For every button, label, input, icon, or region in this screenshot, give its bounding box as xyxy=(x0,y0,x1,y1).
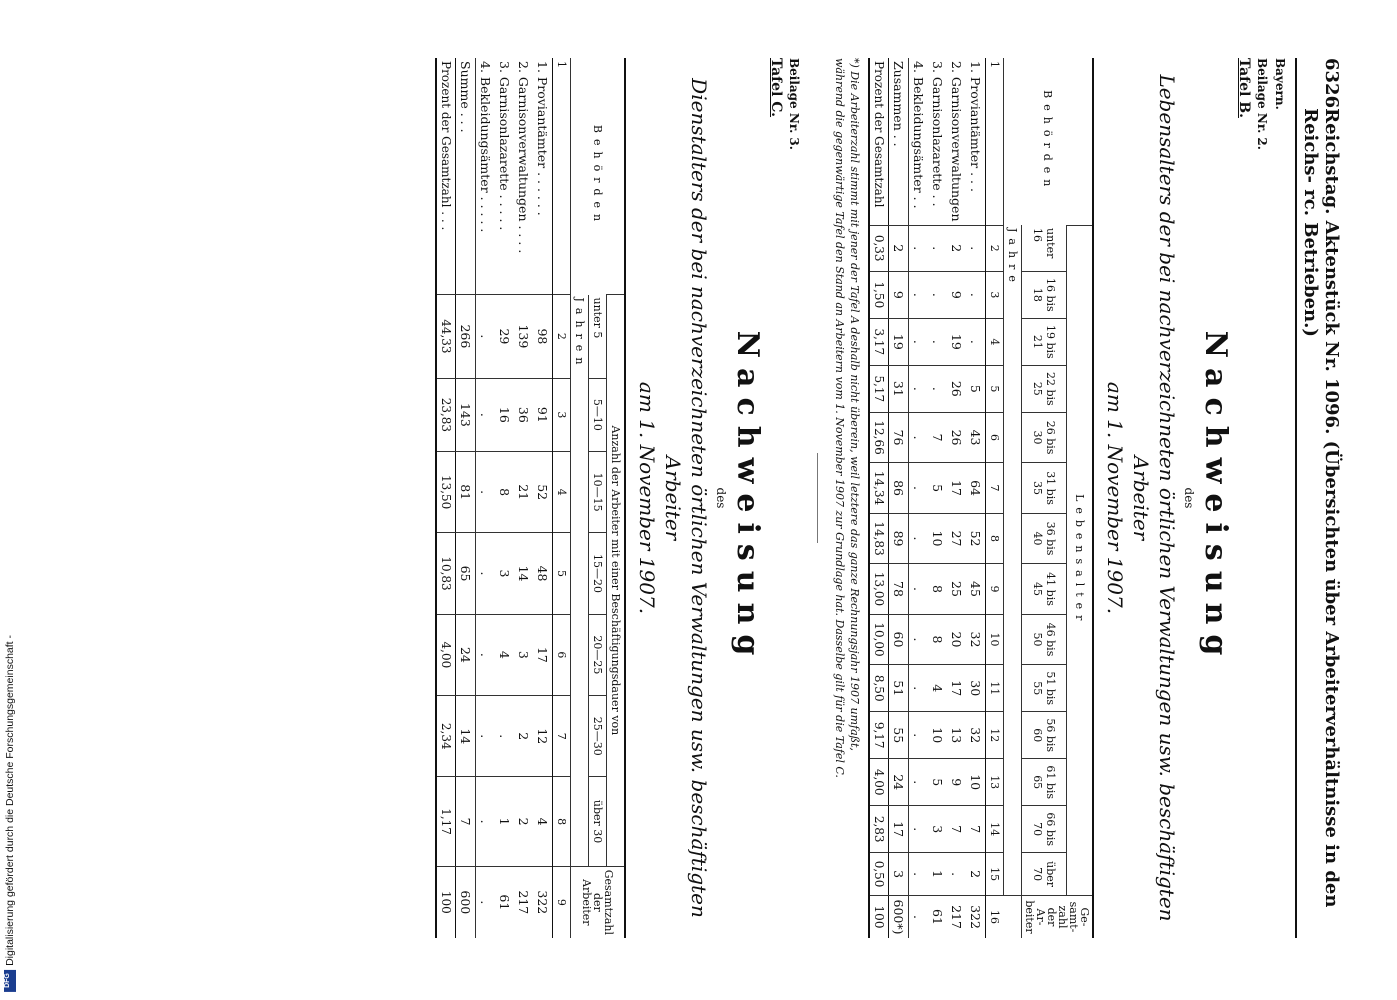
column-number: 9 xyxy=(986,564,1004,614)
table-cell: 12 xyxy=(533,696,553,777)
table-cell: . xyxy=(476,295,496,379)
table-row xyxy=(514,58,533,938)
table-cell: . xyxy=(909,318,929,365)
table-cell: . xyxy=(966,318,986,365)
table-cell: . xyxy=(476,866,496,938)
table-cell: . xyxy=(909,806,929,853)
table-cell: . xyxy=(476,777,496,866)
table-cell: 24 xyxy=(889,759,909,806)
age-header: 22 bis 25 xyxy=(1022,365,1067,412)
age-header: über 70 xyxy=(1022,853,1067,896)
beilage-label-2: Beilage Nr. 3. xyxy=(787,58,801,150)
column-number: 16 xyxy=(986,896,1004,939)
table-cell: 60 xyxy=(889,614,909,664)
age-header: 56 bis 60 xyxy=(1022,712,1067,759)
table-cell: 8 xyxy=(928,564,947,614)
age-header: 61 bis 65 xyxy=(1022,759,1067,806)
table-cell: 14,34 xyxy=(869,463,889,513)
table-cell: . xyxy=(928,271,947,318)
age-header: 46 bis 50 xyxy=(1022,614,1067,664)
table-cell: 12,66 xyxy=(869,412,889,462)
table-cell: 3 xyxy=(495,533,514,614)
table-cell: 76 xyxy=(889,412,909,462)
table-cell: 17 xyxy=(947,463,966,513)
beilage-label: Beilage Nr. 2. xyxy=(1255,58,1269,150)
duration-header: 15—20 xyxy=(589,533,607,614)
table-cell: 5 xyxy=(928,759,947,806)
table-row xyxy=(889,58,909,938)
table-cell: 4 xyxy=(533,777,553,866)
column-number: 2 xyxy=(986,225,1004,271)
page-number: 6326 xyxy=(1321,58,1342,109)
table-cell: 23,83 xyxy=(436,378,456,451)
table-cell: 7 xyxy=(456,777,476,866)
col-behoerden-2: Behörden xyxy=(571,58,626,295)
table-cell: 3 xyxy=(928,806,947,853)
table-row xyxy=(456,58,476,938)
col-behoerden: Behörden xyxy=(1004,58,1094,225)
table-cell: 32 xyxy=(966,614,986,664)
running-title: Reichstag. Aktenstück Nr. 1096. (Übersichten über Arbeiterverhältnisse in den Reichs- rc. Betrieben.) xyxy=(1300,108,1342,908)
section2-subtitle-2: am 1. November 1907. xyxy=(635,381,659,615)
table-cell: 1,17 xyxy=(436,777,456,866)
table-cell: . xyxy=(909,412,929,462)
table-cell: 10 xyxy=(928,513,947,563)
table-cell: 4 xyxy=(495,614,514,695)
duration-header: 5—10 xyxy=(589,378,607,451)
row-label: 4. Bekleidungsämter . . . . . xyxy=(478,61,493,233)
table-cell: . xyxy=(947,853,966,896)
duration-table xyxy=(435,58,626,938)
table-cell: 16 xyxy=(495,378,514,451)
table-cell: 5 xyxy=(966,365,986,412)
table-cell: 10,83 xyxy=(436,533,456,614)
table-row xyxy=(533,58,553,938)
table-cell: 100 xyxy=(436,866,456,938)
table-row xyxy=(909,58,929,938)
table-cell: 13,00 xyxy=(869,564,889,614)
duration-header: 10—15 xyxy=(589,451,607,532)
table-cell: 143 xyxy=(456,378,476,451)
table-cell: . xyxy=(909,365,929,412)
table-cell: 2,34 xyxy=(436,696,456,777)
section1-des: des xyxy=(1182,487,1196,509)
row-label: 4. Bekleidungsämter . . xyxy=(911,61,926,209)
table-cell: 3 xyxy=(889,853,909,896)
table-cell: 2 xyxy=(514,777,533,866)
table-cell: 7 xyxy=(928,412,947,462)
age-header: 31 bis 35 xyxy=(1022,463,1067,513)
table-cell: 2 xyxy=(889,225,909,271)
column-number: 1 xyxy=(553,58,571,295)
table-cell: . xyxy=(909,564,929,614)
table-row xyxy=(869,58,889,938)
table-row xyxy=(436,58,456,938)
table-cell: 4 xyxy=(928,665,947,712)
column-number: 4 xyxy=(553,451,571,532)
age-header: 26 bis 30 xyxy=(1022,412,1067,462)
table-cell: 322 xyxy=(533,866,553,938)
age-header: 16 bis 18 xyxy=(1022,271,1067,318)
table-cell: 9 xyxy=(947,759,966,806)
table-cell: . xyxy=(909,712,929,759)
column-number: 6 xyxy=(553,614,571,695)
table-cell: 1 xyxy=(495,777,514,866)
table-cell: 17 xyxy=(947,665,966,712)
table-cell: 0,33 xyxy=(869,225,889,271)
table-cell: 78 xyxy=(889,564,909,614)
table-cell: . xyxy=(909,513,929,563)
table-cell: . xyxy=(476,533,496,614)
table-cell: 1 xyxy=(928,853,947,896)
table-cell: 64 xyxy=(966,463,986,513)
duration-header: 20—25 xyxy=(589,614,607,695)
table-cell: 7 xyxy=(966,806,986,853)
table-cell: 55 xyxy=(889,712,909,759)
section1-subtitle-2: am 1. November 1907. xyxy=(1103,381,1127,615)
digitization-credit xyxy=(4,635,16,992)
table-cell: 3,17 xyxy=(869,318,889,365)
duration-header: über 30 xyxy=(589,777,607,866)
table-cell: 43 xyxy=(966,412,986,462)
table-cell: 14,83 xyxy=(869,513,889,563)
column-number: 6 xyxy=(986,412,1004,462)
footnote-line-1: *) Die Arbeiterzahl stimmt mit jener der Tafel A deshalb nicht überein, weil letztere das ganze Rechnungsjahr 1907 umfaßt, xyxy=(848,58,861,751)
table-cell: 8,50 xyxy=(869,665,889,712)
age-header: unter 16 xyxy=(1022,225,1067,271)
table-cell: . xyxy=(909,271,929,318)
table-cell: 5,17 xyxy=(869,365,889,412)
table-cell: 2 xyxy=(947,225,966,271)
column-number: 1 xyxy=(986,58,1004,225)
table-cell: 266 xyxy=(456,295,476,379)
age-header: 19 bis 21 xyxy=(1022,318,1067,365)
table-cell: 20 xyxy=(947,614,966,664)
column-number: 5 xyxy=(553,533,571,614)
table-cell: 89 xyxy=(889,513,909,563)
table-cell: 2,83 xyxy=(869,806,889,853)
table-cell: . xyxy=(909,225,929,271)
table-cell: 24 xyxy=(456,614,476,695)
credit-text: Digitalisierung gefördert durch die Deutsche Forschungsgemeinschaft - xyxy=(4,635,16,966)
table-cell: 100 xyxy=(869,896,889,939)
table-cell: 14 xyxy=(456,696,476,777)
table-cell: 9,17 xyxy=(869,712,889,759)
column-number: 2 xyxy=(553,295,571,379)
table-cell: 31 xyxy=(889,365,909,412)
table-cell: 2 xyxy=(966,853,986,896)
column-number: 7 xyxy=(986,463,1004,513)
table-cell: 217 xyxy=(514,866,533,938)
column-number: 10 xyxy=(986,614,1004,664)
group-lebensalter: Lebensalter xyxy=(1066,225,1093,895)
section2-title: Nachweisung xyxy=(730,330,765,666)
column-number: 8 xyxy=(553,777,571,866)
table-cell: 139 xyxy=(514,295,533,379)
table-cell: 600 xyxy=(456,866,476,938)
table-cell: 36 xyxy=(514,378,533,451)
jahre-label: Jahre xyxy=(1004,225,1022,895)
table-cell: 4,00 xyxy=(869,759,889,806)
section2-des: des xyxy=(714,487,728,509)
table-cell: 8 xyxy=(495,451,514,532)
table-cell: 0,50 xyxy=(869,853,889,896)
table-cell: 4,00 xyxy=(436,614,456,695)
table-cell: 19 xyxy=(947,318,966,365)
table-cell: . xyxy=(909,614,929,664)
column-number: 14 xyxy=(986,806,1004,853)
section1-title: Nachweisung xyxy=(1198,330,1233,666)
tafel-label-2: Tafel C. xyxy=(768,58,784,118)
row-label: 1. Proviantämter . . . xyxy=(968,61,983,192)
table-cell: 52 xyxy=(966,513,986,563)
age-table xyxy=(868,58,1094,938)
column-number: 13 xyxy=(986,759,1004,806)
table-cell: 25 xyxy=(947,564,966,614)
table-cell: 86 xyxy=(889,463,909,513)
table-cell: 98 xyxy=(533,295,553,379)
table-cell: 10 xyxy=(928,712,947,759)
table-cell: 29 xyxy=(495,295,514,379)
row-label: Prozent der Gesamtzahl . . . xyxy=(436,58,456,295)
table-cell: 5 xyxy=(928,463,947,513)
table-cell: 600*) xyxy=(889,896,909,939)
table-cell: . xyxy=(909,665,929,712)
column-number: 4 xyxy=(986,318,1004,365)
table-cell: . xyxy=(909,853,929,896)
row-label: 1. Proviantämter . . . . . . xyxy=(535,61,550,216)
age-header: 41 bis 45 xyxy=(1022,564,1067,614)
table-cell: . xyxy=(928,318,947,365)
duration-header: 25—30 xyxy=(589,696,607,777)
section2-subtitle-1: Dienstalters der bei nachverzeichneten örtlichen Verwaltungen usw. beschäftigten Arbeiter xyxy=(661,78,711,918)
duration-header: unter 5 xyxy=(589,295,607,379)
table-cell: 7 xyxy=(947,806,966,853)
table-cell: 217 xyxy=(947,896,966,939)
table-cell: 61 xyxy=(495,866,514,938)
row-label: Zusammen . . xyxy=(889,58,909,225)
table-cell: 1,50 xyxy=(869,271,889,318)
table-cell: 9 xyxy=(889,271,909,318)
table-cell: 52 xyxy=(533,451,553,532)
table-cell: . xyxy=(909,896,929,939)
table-cell: 32 xyxy=(966,712,986,759)
dfg-logo-icon: DFG xyxy=(4,970,16,992)
table-cell: 14 xyxy=(514,533,533,614)
table-cell: 322 xyxy=(966,896,986,939)
table-cell: 45 xyxy=(966,564,986,614)
table-cell: 17 xyxy=(889,806,909,853)
table-cell: 13,50 xyxy=(436,451,456,532)
col-gesamt: Ge-samt-zahl der Ar-beiter xyxy=(1022,896,1094,939)
age-header: 36 bis 40 xyxy=(1022,513,1067,563)
row-label: Summe . . . xyxy=(456,58,476,295)
footnote-line-2: während die gegenwärtige Tafel den Stand an Arbeitern vom 1. November 1907 zur Grundlage hat. Dasselbe gilt für die Tafel C. xyxy=(833,58,846,778)
table-cell: . xyxy=(476,378,496,451)
table-cell: 13 xyxy=(947,712,966,759)
table-cell: . xyxy=(966,225,986,271)
table-row xyxy=(966,58,986,938)
column-number: 5 xyxy=(986,365,1004,412)
column-number: 12 xyxy=(986,712,1004,759)
row-label: 2. Garnisonverwaltungen . . . . xyxy=(516,61,531,254)
table-cell: . xyxy=(928,225,947,271)
column-number: 3 xyxy=(986,271,1004,318)
column-number: 11 xyxy=(986,665,1004,712)
table-cell: 17 xyxy=(533,614,553,695)
table-cell: 26 xyxy=(947,365,966,412)
table-cell: 27 xyxy=(947,513,966,563)
table-row xyxy=(928,58,947,938)
row-label: 3. Garnisonlazarette . . . . . xyxy=(497,61,512,231)
table-cell: . xyxy=(909,463,929,513)
table-cell: 26 xyxy=(947,412,966,462)
table-cell: 2 xyxy=(514,696,533,777)
region-label: Bayern. xyxy=(1273,58,1287,110)
section1-subtitle-1: Lebensalters der bei nachverzeichneten örtlichen Verwaltungen usw. beschäftigten Arbeiter xyxy=(1129,74,1179,922)
column-number: 15 xyxy=(986,853,1004,896)
age-header: 51 bis 55 xyxy=(1022,665,1067,712)
table-cell: 10 xyxy=(966,759,986,806)
column-number: 7 xyxy=(553,696,571,777)
column-number: 8 xyxy=(986,513,1004,563)
separator-rule xyxy=(817,453,818,543)
column-number: 3 xyxy=(553,378,571,451)
table-cell: . xyxy=(928,365,947,412)
tafel-label: Tafel B. xyxy=(1236,58,1252,118)
jahren-label: Jahren xyxy=(571,295,589,867)
table-cell: . xyxy=(909,759,929,806)
table-cell: . xyxy=(476,696,496,777)
table-cell: 30 xyxy=(966,665,986,712)
col-gesamt-2: Gesamtzahl der Arbeiter xyxy=(571,866,626,938)
group-dauer: Anzahl der Arbeiter mit einer Beschäftigungsdauer von xyxy=(607,295,626,867)
table-cell: 51 xyxy=(889,665,909,712)
table-cell: 91 xyxy=(533,378,553,451)
table-cell: 65 xyxy=(456,533,476,614)
row-label: Prozent der Gesamtzahl xyxy=(869,58,889,225)
table-cell: 21 xyxy=(514,451,533,532)
row-label: 3. Garnisonlazarette . . xyxy=(930,61,945,207)
table-cell: 9 xyxy=(947,271,966,318)
table-row xyxy=(495,58,514,938)
table-row xyxy=(476,58,496,938)
table-cell: 48 xyxy=(533,533,553,614)
table-cell: 44,33 xyxy=(436,295,456,379)
table-cell: 19 xyxy=(889,318,909,365)
table-cell: . xyxy=(476,451,496,532)
table-cell: . xyxy=(476,614,496,695)
table-cell: . xyxy=(495,696,514,777)
table-cell: 10,00 xyxy=(869,614,889,664)
age-header: 66 bis 70 xyxy=(1022,806,1067,853)
table-cell: 3 xyxy=(514,614,533,695)
table-cell: 81 xyxy=(456,451,476,532)
table-row xyxy=(947,58,966,938)
table-cell: . xyxy=(966,271,986,318)
table-cell: 8 xyxy=(928,614,947,664)
table-cell: 61 xyxy=(928,896,947,939)
running-header xyxy=(1295,58,1342,938)
row-label: 2. Garnisonverwaltungen xyxy=(949,61,964,222)
column-number: 9 xyxy=(553,866,571,938)
